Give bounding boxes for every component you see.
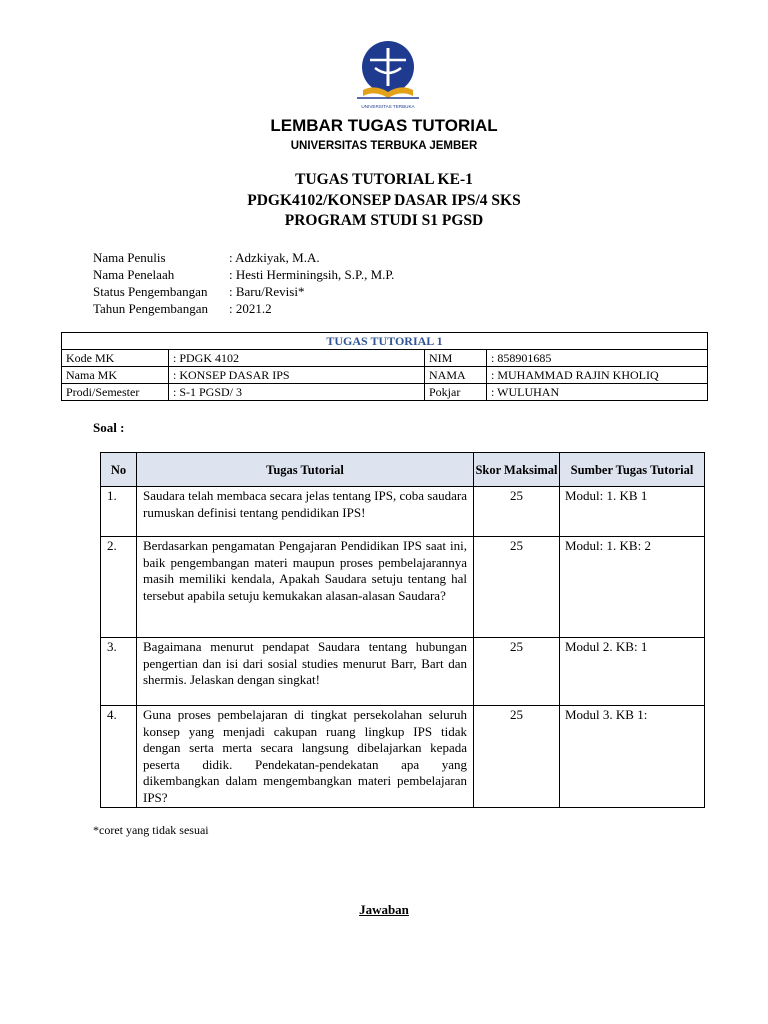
info-label: Nama MK: [62, 367, 169, 384]
row-number: 4.: [101, 706, 137, 808]
footnote: *coret yang tidak sesuai: [93, 823, 209, 837]
student-info-table: [61, 332, 708, 401]
soal-label: Soal :: [93, 420, 125, 435]
meta-value: : Hesti Herminingsih, S.P., M.P.: [229, 267, 395, 282]
table-row: [101, 638, 705, 706]
meta-key: Nama Penulis: [93, 250, 166, 265]
table-row: [101, 706, 705, 808]
row-score: 25: [474, 638, 560, 706]
row-source: Modul 2. KB: 1: [560, 638, 705, 706]
info-label: Prodi/Semester: [62, 384, 169, 401]
info-value: : MUHAMMAD RAJIN KHOLIQ: [487, 367, 708, 384]
meta-value: : Adzkiyak, M.A.: [229, 250, 320, 265]
row-source: Modul: 1. KB 1: [560, 487, 705, 537]
heading-program: PROGRAM STUDI S1 PGSD: [284, 212, 484, 229]
header-source: Sumber Tugas Tutorial: [560, 453, 705, 487]
meta-key: Tahun Pengembangan: [93, 301, 208, 316]
info-value: : PDGK 4102: [169, 350, 425, 367]
header-no: No: [101, 453, 137, 487]
universitas-terbuka-logo: [353, 40, 423, 115]
info-label: Pokjar: [425, 384, 487, 401]
info-row: [62, 367, 708, 384]
info-value: : WULUHAN: [487, 384, 708, 401]
tutorial-questions-table: [100, 452, 705, 808]
info-row: [62, 350, 708, 367]
jawaban-heading: Jawaban: [359, 902, 409, 917]
info-table-title: TUGAS TUTORIAL 1: [62, 333, 708, 350]
table-row: [101, 487, 705, 537]
meta-row: [93, 250, 320, 266]
meta-key: Status Pengembangan: [93, 284, 208, 299]
heading-course: PDGK4102/KONSEP DASAR IPS/4 SKS: [247, 192, 521, 209]
info-value: : S-1 PGSD/ 3: [169, 384, 425, 401]
row-task: Guna proses pembelajaran di tingkat persekolahan seluruh konsep yang menjadi cakupan ruang lingkup IPS tidak dengan serta merta secara langsung dibelajarkan kepada peserta didik. Pendekatan-pendekatan apa yang dikembangkan dalam mengembangkan materi pembelajaran IPS?: [137, 706, 474, 808]
heading-tutorial: TUGAS TUTORIAL KE-1: [295, 171, 473, 188]
table-header-row: [101, 453, 705, 487]
row-source: Modul: 1. KB: 2: [560, 537, 705, 638]
info-title-row: [62, 333, 708, 350]
row-task: Saudara telah membaca secara jelas tentang IPS, coba saudara rumuskan definisi tentang pendidikan IPS!: [137, 487, 474, 537]
logo-caption: UNIVERSITAS TERBUKA: [361, 104, 415, 109]
info-label: Kode MK: [62, 350, 169, 367]
row-source: Modul 3. KB 1:: [560, 706, 705, 808]
row-score: 25: [474, 487, 560, 537]
info-value: : KONSEP DASAR IPS: [169, 367, 425, 384]
row-number: 3.: [101, 638, 137, 706]
info-label: NAMA: [425, 367, 487, 384]
table-row: [101, 537, 705, 638]
row-number: 1.: [101, 487, 137, 537]
info-label: NIM: [425, 350, 487, 367]
info-value: : 858901685: [487, 350, 708, 367]
info-row: [62, 384, 708, 401]
meta-value: : Baru/Revisi*: [229, 284, 305, 299]
row-task: Bagaimana menurut pendapat Saudara tentang hubungan pengertian dan isi dari sosial studies menurut Barr, Bart dan shermis. Jelaskan dengan singkat!: [137, 638, 474, 706]
meta-key: Nama Penelaah: [93, 267, 175, 282]
university-name: UNIVERSITAS TERBUKA JEMBER: [290, 140, 478, 152]
meta-row: [93, 301, 272, 317]
row-task: Berdasarkan pengamatan Pengajaran Pendidikan IPS saat ini, baik pengembangan materi maupun proses pembelajarannya masih memiliki kendala, Apakah Saudara setuju tentang hal tersebut apabila setuju kemukakan alasan-alasan Saudara?: [137, 537, 474, 638]
row-score: 25: [474, 706, 560, 808]
header-score: Skor Maksimal: [474, 453, 560, 487]
document-title: LEMBAR TUGAS TUTORIAL: [270, 116, 498, 135]
meta-value: : 2021.2: [229, 301, 272, 316]
meta-row: [93, 267, 394, 283]
row-number: 2.: [101, 537, 137, 638]
row-score: 25: [474, 537, 560, 638]
meta-row: [93, 284, 304, 300]
header-task: Tugas Tutorial: [137, 453, 474, 487]
